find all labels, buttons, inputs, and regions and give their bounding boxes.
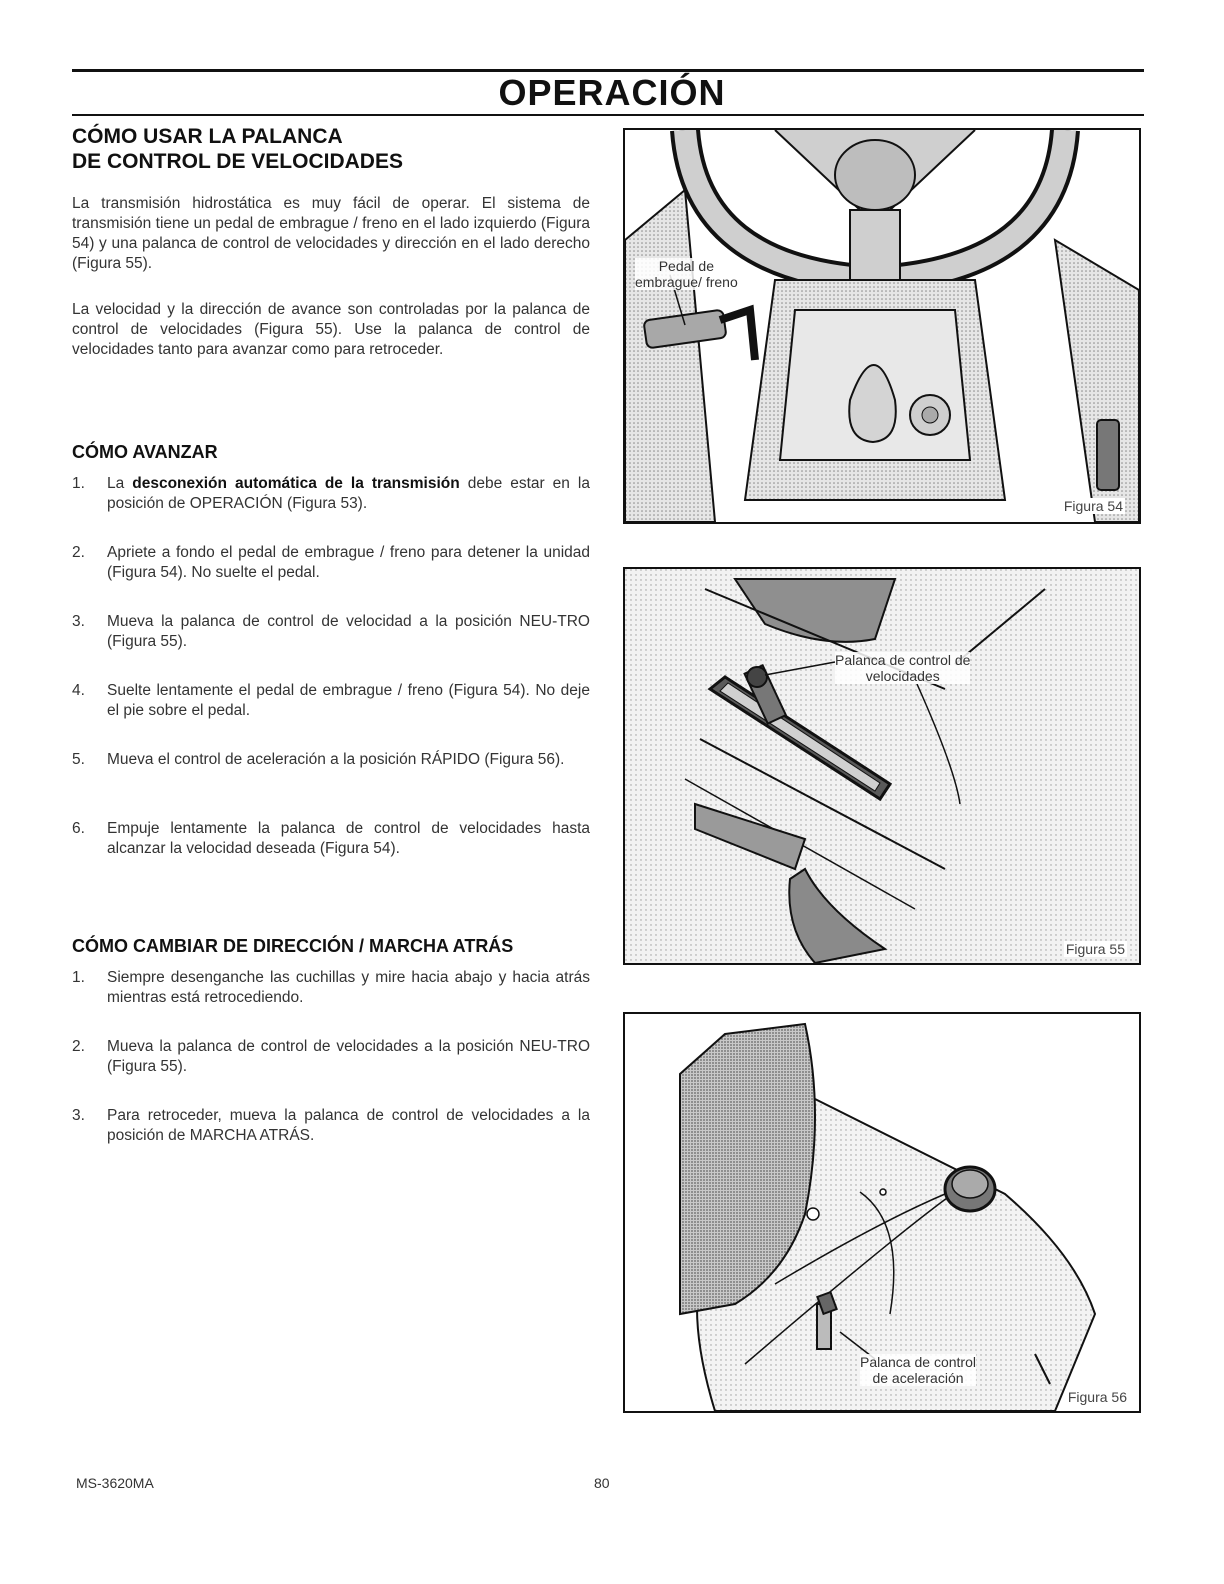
figure-54-caption: Figura 54: [1063, 498, 1123, 514]
section-forward-heading: CÓMO AVANZAR: [72, 442, 218, 462]
forward-step-1: [72, 474, 590, 514]
step-text: Empuje lentamente la palanca de control de velocidades hasta alcanzar la velocidad deseada (Figura 54).: [107, 820, 590, 857]
forward-step-3: [72, 612, 590, 652]
step-bold-text: desconexión automática de la transmisión: [132, 475, 460, 492]
figure-56-illustration: [625, 1014, 1139, 1411]
section-speed-para2-block: [72, 300, 590, 360]
step-text: Apriete a fondo el pedal de embrague / freno para detener la unidad (Figura 54). No suelte el pedal.: [107, 544, 590, 581]
step-number: 2.: [72, 1038, 85, 1055]
step-number: 4.: [72, 682, 85, 699]
header-rule-bottom: [72, 114, 1144, 116]
footer-page-number: 80: [594, 1475, 610, 1491]
step-number: 5.: [72, 751, 85, 768]
forward-step-4: [72, 681, 590, 721]
figure-56-label: Palanca de control de aceleración: [860, 1354, 976, 1386]
forward-step-5: [72, 750, 590, 770]
step-number: 3.: [72, 1107, 85, 1124]
figure-55: [623, 567, 1141, 965]
page-title: OPERACIÓN: [498, 72, 726, 113]
figure-54-illustration: [625, 130, 1139, 522]
figure-54-label: Pedal de embrague/ freno: [635, 258, 738, 290]
section-speed-heading-line1: CÓMO USAR LA PALANCA: [72, 125, 343, 148]
step-text: La desconexión automática de la transmisión debe estar en la posición de OPERACIÓN (Figura 53).: [107, 475, 590, 512]
section-speed-heading: [72, 124, 590, 174]
step-text: Mueva la palanca de control de velocidad a la posición NEU-TRO (Figura 55).: [107, 613, 590, 650]
forward-step-2: [72, 543, 590, 583]
reverse-step-1: [72, 968, 590, 1008]
figure-55-caption: Figura 55: [1065, 941, 1125, 957]
step-number: 6.: [72, 820, 85, 837]
section-speed-para1-block: [72, 194, 590, 274]
footer-model-number: MS-3620MA: [76, 1475, 154, 1491]
figure-55-illustration: [625, 569, 1139, 963]
step-number: 1.: [72, 969, 85, 986]
step-number: 2.: [72, 544, 85, 561]
step-text: Mueva el control de aceleración a la posición RÁPIDO (Figura 56).: [107, 751, 565, 768]
section-speed-para1: La transmisión hidrostática es muy fácil de operar. El sistema de transmisión tiene un pedal de embrague / freno en el lado izquierdo (Figura 54) y una palanca de control de velocidades y dirección en el lado derecho (Figura 55).: [72, 195, 590, 272]
step-text: Mueva la palanca de control de velocidades a la posición NEU-TRO (Figura 55).: [107, 1038, 590, 1075]
step-number: 3.: [72, 613, 85, 630]
reverse-step-2: [72, 1037, 590, 1077]
section-speed-para2: La velocidad y la dirección de avance son controladas por la palanca de control de velocidades (Figura 55). Use la palanca de control de velocidades tanto para avanzar como para retroceder.: [72, 301, 590, 358]
step-text: Para retroceder, mueva la palanca de control de velocidades a la posición de MARCHA ATRÁS.: [107, 1107, 590, 1144]
figure-56: [623, 1012, 1141, 1413]
step-text: Suelte lentamente el pedal de embrague / freno (Figura 54). No deje el pie sobre el pedal.: [107, 682, 590, 719]
figure-55-label: Palanca de control de velocidades: [835, 652, 971, 684]
section-reverse-heading: CÓMO CAMBIAR DE DIRECCIÓN / MARCHA ATRÁS: [72, 936, 514, 956]
reverse-step-3: [72, 1106, 590, 1146]
section-speed-heading-line2: DE CONTROL DE VELOCIDADES: [72, 150, 403, 173]
forward-step-6: [72, 819, 590, 859]
step-number: 1.: [72, 475, 85, 492]
figure-56-caption: Figura 56: [1067, 1389, 1127, 1405]
section-reverse-heading-block: [72, 935, 590, 957]
step-text: Siempre desenganche las cuchillas y mire hacia abajo y hacia atrás mientras está retrocediendo.: [107, 969, 590, 1006]
figure-54: [623, 128, 1141, 524]
section-forward-heading-block: [72, 441, 590, 463]
